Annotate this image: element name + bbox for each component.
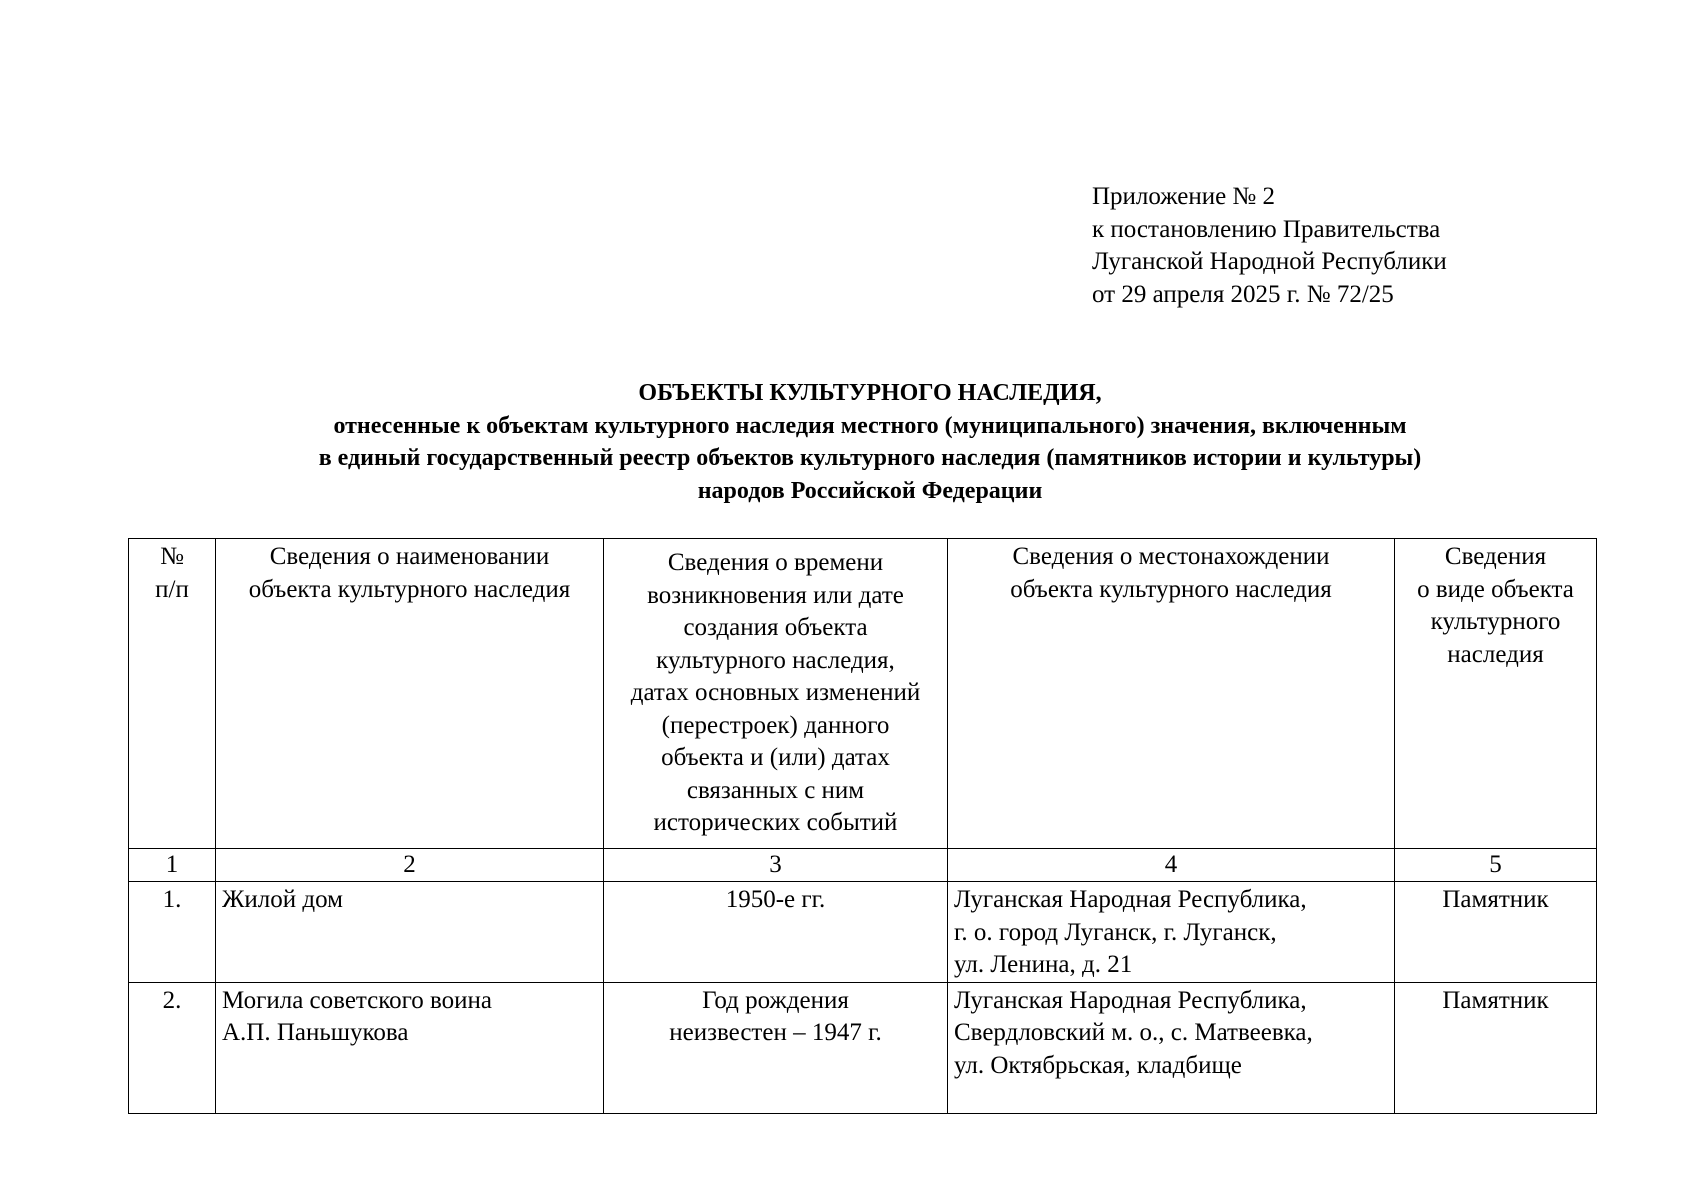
object-date: [604, 882, 948, 983]
object-location: [948, 982, 1395, 1113]
cell-text: ул. Октябрьская, кладбище: [954, 1051, 1242, 1079]
header-text: культурного наследия,: [656, 646, 895, 674]
cell-text: А.П. Паньшукова: [222, 1019, 409, 1046]
header-text: Сведения: [1444, 543, 1547, 570]
cell-text: Луганская Народная Республика,: [954, 886, 1307, 913]
header-text: №: [160, 543, 184, 570]
header-text: возникновения или дате: [647, 581, 904, 609]
column-number: 3: [604, 849, 948, 882]
header-text: связанных с ним: [686, 776, 865, 804]
title-line: народов Российской Федерации: [697, 477, 1043, 504]
appendix-note: [1092, 181, 1447, 311]
header-text: объекта и (или) датах: [661, 744, 890, 771]
object-name: [216, 882, 604, 983]
cell-text: г. о. город Луганск, г. Луганск,: [954, 918, 1277, 946]
header-text: Сведения о времени: [667, 549, 884, 576]
cell-text: Жилой дом: [222, 886, 343, 913]
appendix-line: Луганской Народной Республики: [1092, 248, 1447, 275]
title-line: в единый государственный реестр объектов культурного наследия (памятников истории и культуры): [318, 445, 1422, 471]
header-text: объекта культурного наследия: [1010, 575, 1332, 603]
object-type: Памятник: [1395, 882, 1597, 983]
header-text: Сведения о наименовании: [269, 543, 550, 570]
column-number: 2: [216, 849, 604, 882]
header-text: Сведения о местонахождении: [1012, 543, 1330, 570]
heritage-objects-table: [128, 538, 1597, 1114]
appendix-line: к постановлению Правительства: [1092, 215, 1441, 243]
title-heading: ОБЪЕКТЫ КУЛЬТУРНОГО НАСЛЕДИЯ,: [638, 380, 1102, 406]
cell-text: Год рождения: [702, 986, 849, 1014]
appendix-line: Приложение № 2: [1092, 183, 1276, 210]
object-date: [604, 982, 948, 1113]
column-number-row: [129, 849, 1597, 882]
header-text: (перестроек) данного: [661, 711, 890, 739]
cell-text: Могила советского воина: [222, 986, 492, 1014]
table-row: [129, 982, 1597, 1113]
cell-text: Луганская Народная Республика,: [954, 986, 1307, 1014]
object-location: [948, 882, 1395, 983]
row-number: 2.: [129, 982, 216, 1113]
cell-text: Свердловский м. о., с. Матвеевка,: [954, 1019, 1313, 1046]
row-number: 1.: [129, 882, 216, 983]
object-name: [216, 982, 604, 1113]
column-number: 4: [948, 849, 1395, 882]
header-number: [129, 539, 216, 849]
document-title: [0, 377, 1697, 507]
table-row: [129, 882, 1597, 983]
header-text: создания объекта: [683, 614, 868, 641]
title-line: отнесенные к объектам культурного наследия местного (муниципального) значения, включенным: [333, 412, 1407, 439]
appendix-line: от 29 апреля 2025 г. № 72/25: [1092, 280, 1394, 308]
header-text: наследия: [1447, 640, 1544, 668]
header-name: [216, 539, 604, 849]
header-text: исторических событий: [653, 809, 898, 836]
header-text: п/п: [155, 575, 189, 603]
column-number: 5: [1395, 849, 1597, 882]
header-text: культурного: [1430, 608, 1561, 635]
header-text: о виде объекта: [1417, 575, 1574, 603]
object-type: Памятник: [1395, 982, 1597, 1113]
header-location: [948, 539, 1395, 849]
table-header-row: [129, 539, 1597, 849]
header-text: датах основных изменений: [630, 679, 921, 706]
header-text: объекта культурного наследия: [248, 575, 571, 603]
header-date: [604, 539, 948, 849]
cell-text: 1950-е гг.: [725, 886, 826, 913]
column-number: 1: [129, 849, 216, 882]
header-type: [1395, 539, 1597, 849]
cell-text: неизвестен – 1947 г.: [669, 1019, 882, 1046]
cell-text: ул. Ленина, д. 21: [954, 951, 1133, 978]
